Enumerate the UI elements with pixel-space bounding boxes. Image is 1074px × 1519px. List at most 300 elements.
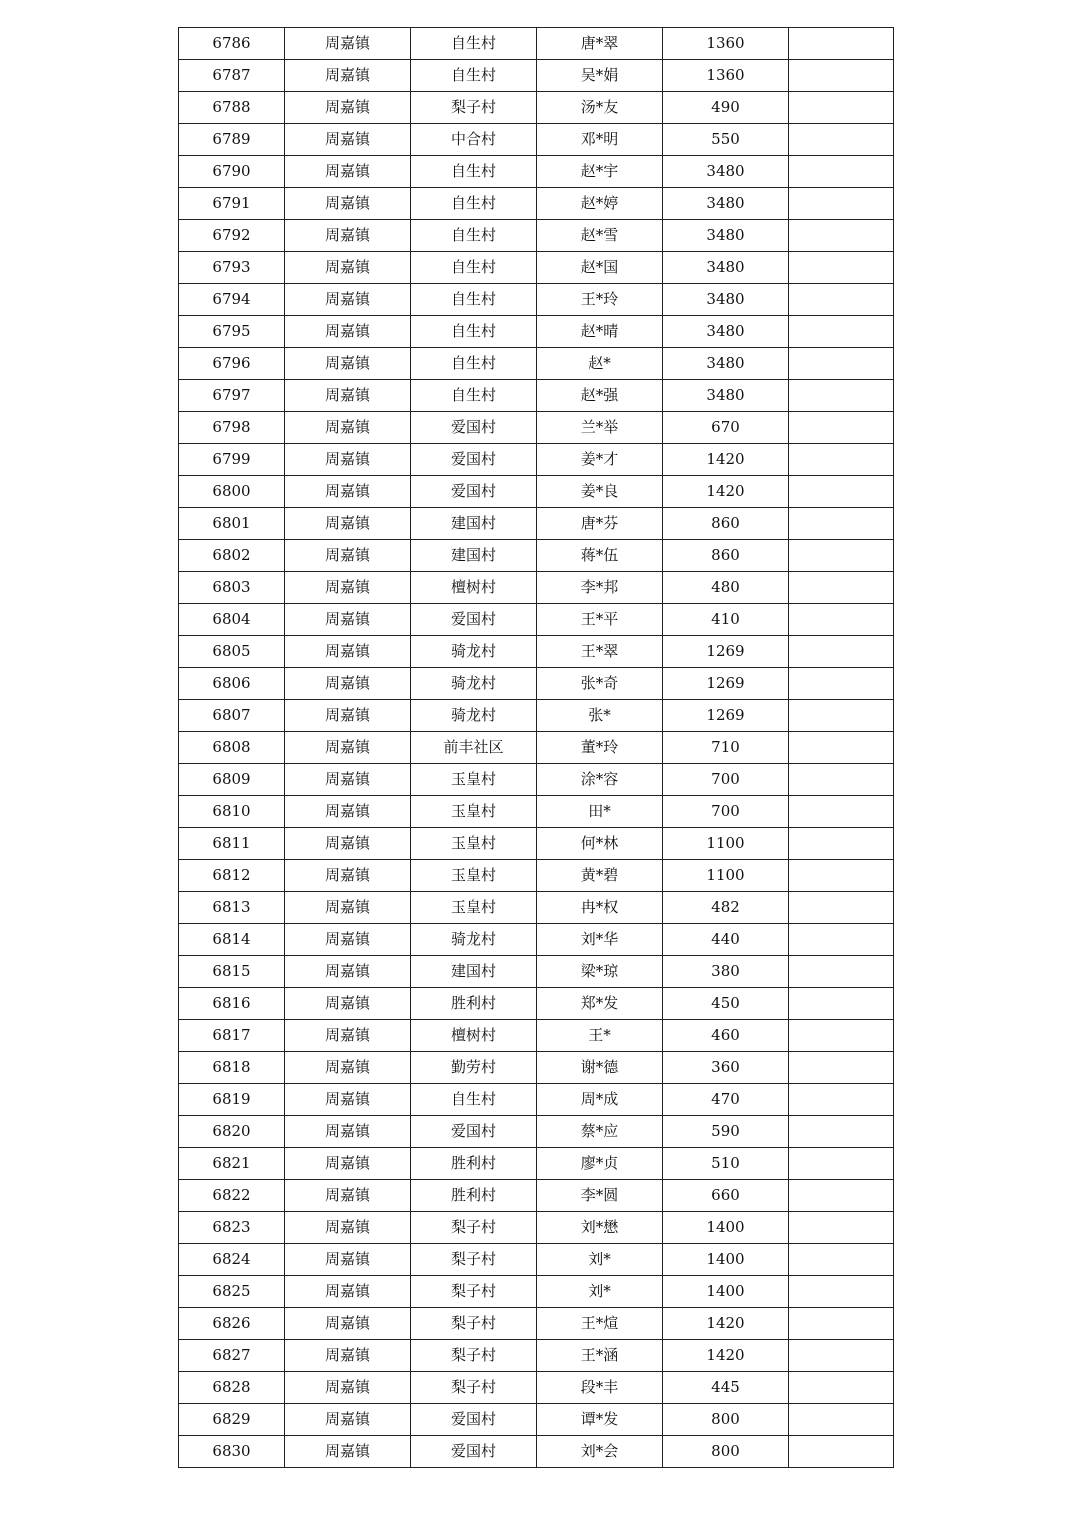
cell-village: 爱国村	[411, 476, 537, 508]
table-row	[179, 220, 894, 252]
cell-amount: 670	[663, 412, 789, 444]
cell-name: 梁*琼	[537, 956, 663, 988]
cell-amount: 360	[663, 1052, 789, 1084]
cell-serial-number: 6797	[179, 380, 285, 412]
cell-name: 董*玲	[537, 732, 663, 764]
cell-name: 段*丰	[537, 1372, 663, 1404]
cell-town: 周嘉镇	[285, 572, 411, 604]
table-row	[179, 1308, 894, 1340]
cell-serial-number: 6787	[179, 60, 285, 92]
table-row	[179, 476, 894, 508]
cell-remark	[789, 764, 894, 796]
cell-amount: 710	[663, 732, 789, 764]
cell-remark	[789, 476, 894, 508]
cell-amount: 490	[663, 92, 789, 124]
cell-name: 王*翠	[537, 636, 663, 668]
table-row	[179, 924, 894, 956]
cell-name: 涂*容	[537, 764, 663, 796]
cell-amount: 700	[663, 796, 789, 828]
cell-village: 梨子村	[411, 1340, 537, 1372]
cell-amount: 3480	[663, 156, 789, 188]
cell-remark	[789, 124, 894, 156]
cell-town: 周嘉镇	[285, 1404, 411, 1436]
cell-town: 周嘉镇	[285, 636, 411, 668]
cell-amount: 860	[663, 540, 789, 572]
table-row	[179, 732, 894, 764]
cell-name: 刘*	[537, 1276, 663, 1308]
cell-village: 胜利村	[411, 1180, 537, 1212]
cell-town: 周嘉镇	[285, 476, 411, 508]
cell-serial-number: 6813	[179, 892, 285, 924]
cell-amount: 445	[663, 1372, 789, 1404]
cell-serial-number: 6823	[179, 1212, 285, 1244]
cell-remark	[789, 956, 894, 988]
table-row	[179, 1372, 894, 1404]
cell-serial-number: 6801	[179, 508, 285, 540]
cell-serial-number: 6790	[179, 156, 285, 188]
cell-serial-number: 6812	[179, 860, 285, 892]
cell-remark	[789, 28, 894, 60]
cell-town: 周嘉镇	[285, 156, 411, 188]
cell-remark	[789, 1052, 894, 1084]
cell-remark	[789, 732, 894, 764]
cell-name: 廖*贞	[537, 1148, 663, 1180]
cell-name: 黄*碧	[537, 860, 663, 892]
cell-remark	[789, 1212, 894, 1244]
cell-name: 赵*国	[537, 252, 663, 284]
cell-town: 周嘉镇	[285, 1180, 411, 1212]
cell-remark	[789, 1244, 894, 1276]
cell-name: 赵*雪	[537, 220, 663, 252]
cell-village: 梨子村	[411, 1276, 537, 1308]
cell-town: 周嘉镇	[285, 1436, 411, 1468]
table-row	[179, 700, 894, 732]
table-row	[179, 636, 894, 668]
cell-serial-number: 6821	[179, 1148, 285, 1180]
cell-village: 自生村	[411, 252, 537, 284]
data-table	[178, 27, 894, 1468]
cell-amount: 3480	[663, 252, 789, 284]
cell-town: 周嘉镇	[285, 1308, 411, 1340]
cell-serial-number: 6806	[179, 668, 285, 700]
cell-remark	[789, 988, 894, 1020]
cell-amount: 1100	[663, 828, 789, 860]
cell-remark	[789, 508, 894, 540]
cell-remark	[789, 700, 894, 732]
cell-town: 周嘉镇	[285, 732, 411, 764]
cell-village: 爱国村	[411, 444, 537, 476]
cell-name: 赵*晴	[537, 316, 663, 348]
cell-remark	[789, 1436, 894, 1468]
cell-remark	[789, 316, 894, 348]
cell-amount: 590	[663, 1116, 789, 1148]
cell-amount: 460	[663, 1020, 789, 1052]
cell-serial-number: 6816	[179, 988, 285, 1020]
cell-town: 周嘉镇	[285, 1212, 411, 1244]
cell-village: 骑龙村	[411, 924, 537, 956]
cell-town: 周嘉镇	[285, 412, 411, 444]
cell-serial-number: 6789	[179, 124, 285, 156]
cell-amount: 410	[663, 604, 789, 636]
cell-town: 周嘉镇	[285, 1020, 411, 1052]
cell-amount: 1420	[663, 476, 789, 508]
table-body	[179, 28, 894, 1468]
cell-town: 周嘉镇	[285, 28, 411, 60]
cell-village: 爱国村	[411, 412, 537, 444]
cell-amount: 550	[663, 124, 789, 156]
cell-name: 蔡*应	[537, 1116, 663, 1148]
cell-village: 自生村	[411, 348, 537, 380]
cell-village: 自生村	[411, 380, 537, 412]
cell-name: 吴*娟	[537, 60, 663, 92]
cell-amount: 3480	[663, 220, 789, 252]
table-row	[179, 1052, 894, 1084]
cell-amount: 380	[663, 956, 789, 988]
cell-name: 王*涵	[537, 1340, 663, 1372]
cell-name: 王*煊	[537, 1308, 663, 1340]
cell-town: 周嘉镇	[285, 1372, 411, 1404]
table-row	[179, 988, 894, 1020]
cell-serial-number: 6786	[179, 28, 285, 60]
cell-village: 自生村	[411, 188, 537, 220]
cell-remark	[789, 156, 894, 188]
cell-amount: 1400	[663, 1244, 789, 1276]
cell-town: 周嘉镇	[285, 1276, 411, 1308]
table-row	[179, 860, 894, 892]
cell-name: 姜*才	[537, 444, 663, 476]
cell-name: 姜*良	[537, 476, 663, 508]
cell-amount: 1269	[663, 700, 789, 732]
cell-amount: 1100	[663, 860, 789, 892]
table-row	[179, 60, 894, 92]
cell-serial-number: 6817	[179, 1020, 285, 1052]
cell-name: 王*玲	[537, 284, 663, 316]
cell-village: 自生村	[411, 284, 537, 316]
cell-serial-number: 6829	[179, 1404, 285, 1436]
table-row	[179, 1244, 894, 1276]
cell-name: 张*	[537, 700, 663, 732]
cell-amount: 1420	[663, 1340, 789, 1372]
cell-town: 周嘉镇	[285, 892, 411, 924]
cell-name: 汤*友	[537, 92, 663, 124]
cell-serial-number: 6828	[179, 1372, 285, 1404]
cell-village: 建国村	[411, 508, 537, 540]
cell-serial-number: 6811	[179, 828, 285, 860]
table-row	[179, 764, 894, 796]
table-row	[179, 444, 894, 476]
cell-town: 周嘉镇	[285, 348, 411, 380]
cell-amount: 1420	[663, 444, 789, 476]
cell-serial-number: 6791	[179, 188, 285, 220]
cell-name: 王*平	[537, 604, 663, 636]
cell-remark	[789, 1404, 894, 1436]
cell-remark	[789, 796, 894, 828]
cell-remark	[789, 1020, 894, 1052]
cell-name: 赵*强	[537, 380, 663, 412]
cell-serial-number: 6814	[179, 924, 285, 956]
cell-serial-number: 6827	[179, 1340, 285, 1372]
cell-serial-number: 6808	[179, 732, 285, 764]
cell-village: 玉皇村	[411, 796, 537, 828]
cell-village: 爱国村	[411, 604, 537, 636]
cell-remark	[789, 1372, 894, 1404]
cell-town: 周嘉镇	[285, 188, 411, 220]
cell-town: 周嘉镇	[285, 60, 411, 92]
cell-serial-number: 6809	[179, 764, 285, 796]
table-row	[179, 28, 894, 60]
cell-serial-number: 6788	[179, 92, 285, 124]
cell-amount: 3480	[663, 348, 789, 380]
cell-town: 周嘉镇	[285, 924, 411, 956]
cell-name: 郑*发	[537, 988, 663, 1020]
cell-village: 爱国村	[411, 1404, 537, 1436]
cell-village: 玉皇村	[411, 892, 537, 924]
cell-name: 谭*发	[537, 1404, 663, 1436]
cell-amount: 510	[663, 1148, 789, 1180]
cell-amount: 1400	[663, 1212, 789, 1244]
cell-serial-number: 6793	[179, 252, 285, 284]
cell-town: 周嘉镇	[285, 700, 411, 732]
table-row	[179, 92, 894, 124]
cell-remark	[789, 828, 894, 860]
cell-village: 骑龙村	[411, 700, 537, 732]
cell-amount: 1420	[663, 1308, 789, 1340]
cell-village: 玉皇村	[411, 860, 537, 892]
table-row	[179, 956, 894, 988]
cell-name: 赵*	[537, 348, 663, 380]
cell-remark	[789, 572, 894, 604]
cell-remark	[789, 1148, 894, 1180]
cell-town: 周嘉镇	[285, 764, 411, 796]
cell-town: 周嘉镇	[285, 1148, 411, 1180]
cell-remark	[789, 892, 894, 924]
cell-remark	[789, 284, 894, 316]
cell-village: 前丰社区	[411, 732, 537, 764]
cell-remark	[789, 60, 894, 92]
cell-serial-number: 6802	[179, 540, 285, 572]
cell-serial-number: 6798	[179, 412, 285, 444]
table-row	[179, 348, 894, 380]
cell-name: 刘*华	[537, 924, 663, 956]
cell-name: 张*奇	[537, 668, 663, 700]
cell-amount: 800	[663, 1404, 789, 1436]
cell-remark	[789, 188, 894, 220]
cell-town: 周嘉镇	[285, 380, 411, 412]
cell-serial-number: 6792	[179, 220, 285, 252]
cell-remark	[789, 380, 894, 412]
cell-serial-number: 6830	[179, 1436, 285, 1468]
cell-village: 梨子村	[411, 1372, 537, 1404]
table-row	[179, 796, 894, 828]
table-row	[179, 1020, 894, 1052]
cell-village: 胜利村	[411, 988, 537, 1020]
table-row	[179, 124, 894, 156]
cell-remark	[789, 668, 894, 700]
cell-serial-number: 6794	[179, 284, 285, 316]
table-row	[179, 892, 894, 924]
cell-serial-number: 6803	[179, 572, 285, 604]
cell-name: 刘*会	[537, 1436, 663, 1468]
cell-name: 兰*举	[537, 412, 663, 444]
cell-village: 梨子村	[411, 1212, 537, 1244]
cell-remark	[789, 412, 894, 444]
cell-remark	[789, 860, 894, 892]
cell-remark	[789, 444, 894, 476]
cell-serial-number: 6795	[179, 316, 285, 348]
table-row	[179, 284, 894, 316]
cell-name: 赵*婷	[537, 188, 663, 220]
cell-remark	[789, 348, 894, 380]
table-row	[179, 1084, 894, 1116]
table-row	[179, 1436, 894, 1468]
table-row	[179, 1212, 894, 1244]
table-row	[179, 668, 894, 700]
cell-village: 骑龙村	[411, 636, 537, 668]
cell-amount: 800	[663, 1436, 789, 1468]
cell-village: 胜利村	[411, 1148, 537, 1180]
table-row	[179, 1116, 894, 1148]
cell-town: 周嘉镇	[285, 796, 411, 828]
cell-amount: 1269	[663, 636, 789, 668]
cell-amount: 482	[663, 892, 789, 924]
cell-town: 周嘉镇	[285, 988, 411, 1020]
cell-amount: 1360	[663, 28, 789, 60]
cell-name: 蒋*伍	[537, 540, 663, 572]
cell-serial-number: 6799	[179, 444, 285, 476]
cell-town: 周嘉镇	[285, 92, 411, 124]
table-row	[179, 540, 894, 572]
cell-name: 冉*权	[537, 892, 663, 924]
table-row	[179, 604, 894, 636]
cell-name: 谢*德	[537, 1052, 663, 1084]
cell-amount: 3480	[663, 284, 789, 316]
cell-village: 梨子村	[411, 92, 537, 124]
cell-name: 唐*翠	[537, 28, 663, 60]
table-row	[179, 828, 894, 860]
cell-village: 梨子村	[411, 1308, 537, 1340]
cell-town: 周嘉镇	[285, 1084, 411, 1116]
cell-name: 王*	[537, 1020, 663, 1052]
table-row	[179, 508, 894, 540]
cell-name: 何*林	[537, 828, 663, 860]
table-row	[179, 1340, 894, 1372]
cell-village: 梨子村	[411, 1244, 537, 1276]
cell-amount: 440	[663, 924, 789, 956]
cell-name: 邓*明	[537, 124, 663, 156]
cell-name: 李*邦	[537, 572, 663, 604]
cell-serial-number: 6815	[179, 956, 285, 988]
cell-town: 周嘉镇	[285, 1340, 411, 1372]
cell-village: 骑龙村	[411, 668, 537, 700]
cell-serial-number: 6822	[179, 1180, 285, 1212]
table-row	[179, 572, 894, 604]
cell-serial-number: 6807	[179, 700, 285, 732]
cell-village: 檀树村	[411, 572, 537, 604]
cell-village: 自生村	[411, 220, 537, 252]
cell-name: 赵*宇	[537, 156, 663, 188]
table-row	[179, 316, 894, 348]
cell-town: 周嘉镇	[285, 508, 411, 540]
cell-town: 周嘉镇	[285, 220, 411, 252]
cell-amount: 3480	[663, 316, 789, 348]
cell-amount: 3480	[663, 188, 789, 220]
cell-village: 玉皇村	[411, 764, 537, 796]
cell-serial-number: 6826	[179, 1308, 285, 1340]
cell-remark	[789, 252, 894, 284]
cell-town: 周嘉镇	[285, 1244, 411, 1276]
cell-remark	[789, 1084, 894, 1116]
cell-amount: 3480	[663, 380, 789, 412]
cell-town: 周嘉镇	[285, 284, 411, 316]
cell-village: 爱国村	[411, 1116, 537, 1148]
cell-town: 周嘉镇	[285, 316, 411, 348]
cell-amount: 1360	[663, 60, 789, 92]
cell-town: 周嘉镇	[285, 828, 411, 860]
cell-amount: 480	[663, 572, 789, 604]
table-row	[179, 1148, 894, 1180]
table-row	[179, 1180, 894, 1212]
table-row	[179, 156, 894, 188]
cell-serial-number: 6820	[179, 1116, 285, 1148]
cell-amount: 1269	[663, 668, 789, 700]
table-row	[179, 1404, 894, 1436]
cell-town: 周嘉镇	[285, 252, 411, 284]
cell-town: 周嘉镇	[285, 668, 411, 700]
cell-village: 自生村	[411, 28, 537, 60]
cell-remark	[789, 220, 894, 252]
cell-remark	[789, 540, 894, 572]
cell-amount: 860	[663, 508, 789, 540]
cell-remark	[789, 636, 894, 668]
cell-village: 檀树村	[411, 1020, 537, 1052]
cell-village: 自生村	[411, 316, 537, 348]
cell-town: 周嘉镇	[285, 860, 411, 892]
table-row	[179, 412, 894, 444]
cell-remark	[789, 1308, 894, 1340]
cell-amount: 660	[663, 1180, 789, 1212]
cell-amount: 700	[663, 764, 789, 796]
cell-name: 李*圆	[537, 1180, 663, 1212]
cell-amount: 1400	[663, 1276, 789, 1308]
cell-remark	[789, 1276, 894, 1308]
cell-serial-number: 6810	[179, 796, 285, 828]
cell-town: 周嘉镇	[285, 604, 411, 636]
cell-town: 周嘉镇	[285, 956, 411, 988]
cell-village: 自生村	[411, 60, 537, 92]
cell-serial-number: 6824	[179, 1244, 285, 1276]
cell-village: 玉皇村	[411, 828, 537, 860]
table-row	[179, 380, 894, 412]
cell-serial-number: 6796	[179, 348, 285, 380]
table-row	[179, 188, 894, 220]
cell-serial-number: 6800	[179, 476, 285, 508]
cell-town: 周嘉镇	[285, 540, 411, 572]
cell-village: 中合村	[411, 124, 537, 156]
table-row	[179, 1276, 894, 1308]
cell-town: 周嘉镇	[285, 124, 411, 156]
cell-remark	[789, 1180, 894, 1212]
cell-serial-number: 6818	[179, 1052, 285, 1084]
cell-village: 建国村	[411, 540, 537, 572]
cell-village: 勤劳村	[411, 1052, 537, 1084]
cell-remark	[789, 92, 894, 124]
cell-amount: 470	[663, 1084, 789, 1116]
cell-town: 周嘉镇	[285, 1052, 411, 1084]
table-row	[179, 252, 894, 284]
cell-serial-number: 6819	[179, 1084, 285, 1116]
cell-name: 刘*	[537, 1244, 663, 1276]
cell-name: 周*成	[537, 1084, 663, 1116]
